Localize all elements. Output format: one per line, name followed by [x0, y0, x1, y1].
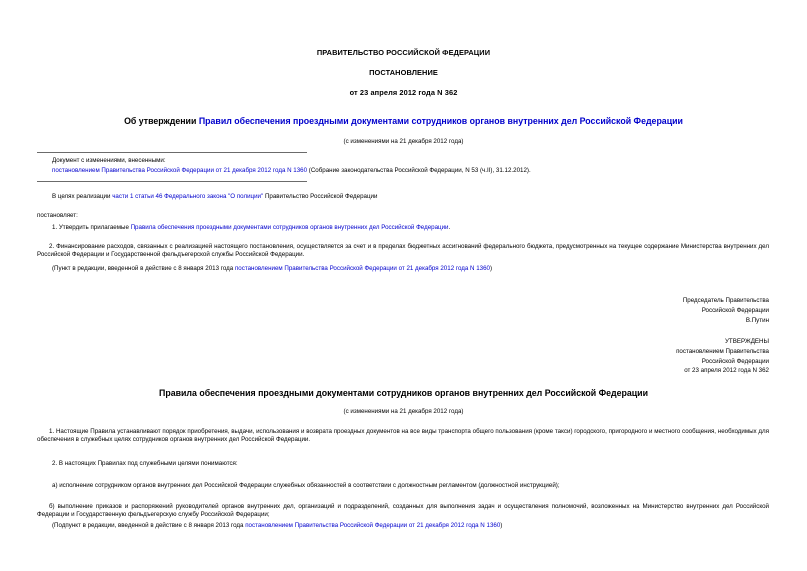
- amendments-intro: Документ с изменениями, внесенными:: [52, 157, 166, 164]
- preamble-prefix: В целях реализации: [52, 193, 113, 200]
- rules-revision-note: (с изменениями на 21 декабря 2012 года): [343, 408, 464, 415]
- document-title: [0, 116, 807, 127]
- signature-position: Председатель Правительства: [682, 297, 769, 304]
- amendments-divider: [37, 152, 307, 153]
- item-2-note-prefix: (Пункт в редакции, введенной в действие с 8 января 2013 года: [52, 265, 235, 272]
- rule-2b: б) выполнение приказов и распоряжений руководителей органов внутренних дел, организаций и подразделений, созданных для выполнения задач и осуществления полномочий, возложенных на Министерство внутренних дел Российской Федерации и Государственную фельдъегерскую службу Российской Федерации;: [37, 503, 769, 518]
- item-2-note: [52, 265, 492, 273]
- resolves-label: постановляет:: [37, 212, 78, 219]
- approval-block: [676, 338, 769, 375]
- approval-date: от 23 апреля 2012 года N 362: [684, 367, 769, 375]
- document-date-number: от 23 апреля 2012 года N 362: [349, 88, 458, 97]
- item-2: 2. Финансирование расходов, связанных с реализацией настоящего постановления, осуществляется за счет и в пределах бюджетных ассигнований федерального бюджета, предусмотренных на текущее содержание Министерства внутренних дел Российской Федерации и Государственной фельдъегерской службы Российской Федерации.: [37, 243, 769, 258]
- rules-title: Правила обеспечения проездными документами сотрудников органов внутренних дел Российской Федерации: [159, 388, 648, 398]
- item-1: [52, 224, 450, 232]
- police-law-link[interactable]: части 1 статьи 46 Федерального закона "О полиции": [112, 193, 264, 200]
- item-2-note-suffix: ): [490, 265, 493, 272]
- government-heading: ПРАВИТЕЛЬСТВО РОССИЙСКОЙ ФЕДЕРАЦИИ: [316, 48, 491, 57]
- revision-note: (с изменениями на 21 декабря 2012 года): [343, 138, 464, 145]
- approval-country: Российской Федерации: [701, 357, 769, 365]
- amendment-resolution-link[interactable]: постановлением Правительства Российской Федерации от 21 декабря 2012 года N 1360: [52, 167, 308, 174]
- signature-name: В.Путин: [745, 316, 769, 324]
- amendments-divider-bottom: [37, 181, 307, 182]
- rule-2b-note-link[interactable]: постановлением Правительства Российской Федерации от 21 декабря 2012 года N 1360: [245, 522, 501, 529]
- rule-2b-note-suffix: ): [500, 522, 503, 529]
- item-1-suffix: .: [448, 224, 451, 231]
- approval-label: УТВЕРЖДЕНЫ: [725, 338, 769, 345]
- item-1-rules-link[interactable]: Правила обеспечения проездными документами сотрудников органов внутренних дел Российской Федерации: [130, 224, 449, 231]
- preamble-suffix: Правительство Российской Федерации: [263, 193, 378, 200]
- rule-2a: а) исполнение сотрудником органов внутренних дел Российской Федерации служебных обязанностей в соответствии с должностным регламентом (должностной инструкцией);: [52, 482, 560, 489]
- title-rules-link[interactable]: Правил обеспечения проездными документами сотрудников органов внутренних дел Российской Федерации: [198, 116, 683, 126]
- rule-1: 1. Настоящие Правила устанавливают порядок приобретения, выдачи, использования и возврата проездных документов на все виды транспорта общего пользования (кроме такси) городского, пригородного и местного сообщения, необходимых для обеспечения в служебных целях сотрудников органов внутренних дел Российской Федерации.: [37, 428, 769, 443]
- rule-2b-note: [52, 522, 502, 530]
- rule-2b-note-prefix: (Подпункт в редакции, введенной в действие с 8 января 2013 года: [52, 522, 246, 529]
- item-1-prefix: 1. Утвердить прилагаемые: [52, 224, 131, 231]
- signature-block: [683, 297, 769, 324]
- signature-country: Российской Федерации: [701, 306, 769, 314]
- approval-resolution: постановлением Правительства: [676, 347, 769, 355]
- title-prefix: Об утверждении: [124, 116, 199, 126]
- amendments-line: [52, 167, 531, 175]
- document-type-heading: ПОСТАНОВЛЕНИЕ: [369, 68, 438, 77]
- item-2-note-link[interactable]: постановлением Правительства Российской Федерации от 21 декабря 2012 года N 1360: [234, 265, 490, 272]
- preamble: [52, 193, 377, 201]
- amendments-source: (Собрание законодательства Российской Федерации, N 53 (ч.II), 31.12.2012).: [307, 167, 531, 174]
- rule-2: 2. В настоящих Правилах под служебными целями понимаются:: [52, 460, 238, 467]
